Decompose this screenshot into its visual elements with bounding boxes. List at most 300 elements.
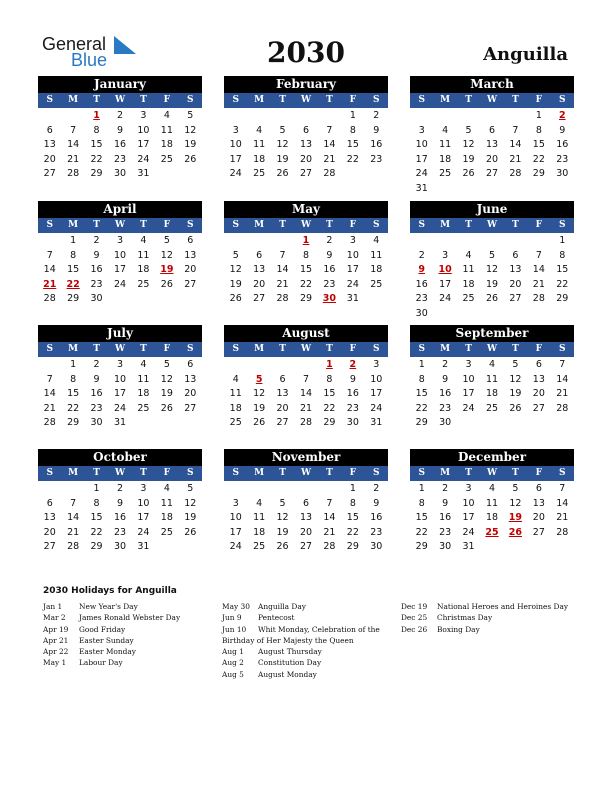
day: 24: [346, 278, 359, 290]
holiday-column: [43, 601, 223, 669]
day: 29: [323, 417, 336, 429]
day: 17: [137, 139, 150, 151]
day: 14: [299, 388, 313, 400]
day: 6: [46, 124, 53, 136]
day: 15: [299, 264, 313, 276]
day: 11: [370, 249, 383, 261]
day: 14: [556, 373, 569, 385]
empty-cell: [294, 358, 317, 373]
weekday-label: F: [535, 468, 543, 478]
day: 14: [556, 497, 569, 509]
day: 3: [232, 124, 239, 136]
day: 7: [70, 124, 77, 136]
day: 2: [373, 483, 380, 494]
day: 26: [509, 402, 522, 414]
weekday-label: M: [440, 95, 451, 105]
holiday-column: [401, 601, 581, 635]
day: 27: [485, 168, 499, 180]
day: 17: [346, 264, 359, 276]
weekday-label: W: [486, 468, 498, 478]
holiday-date: Dec 25: [401, 613, 428, 623]
weekday-label: S: [418, 344, 425, 354]
day: 23: [439, 526, 452, 538]
day: 14: [276, 264, 289, 276]
weekday-label: S: [232, 468, 239, 478]
day: 13: [485, 139, 499, 151]
day: 24: [229, 541, 242, 553]
day: 24: [370, 402, 383, 414]
day: 22: [323, 402, 336, 414]
day: 9: [93, 373, 100, 385]
holiday-day: 19: [508, 512, 523, 524]
day: 21: [67, 153, 80, 165]
month-title: July: [38, 325, 202, 342]
weekday-label: M: [68, 95, 79, 105]
day: 29: [415, 541, 428, 553]
day: 5: [512, 483, 519, 494]
day: 8: [535, 124, 542, 136]
day: 8: [349, 497, 356, 509]
day: 11: [137, 373, 150, 385]
weekday-label: W: [300, 95, 312, 105]
weekday-label: F: [163, 95, 171, 105]
weekday-label: M: [440, 344, 451, 354]
holiday-name: Whit Monday, Celebration of the: [258, 624, 380, 634]
day: 11: [485, 497, 499, 509]
day: 8: [559, 249, 566, 261]
weekday-label: S: [187, 95, 194, 105]
day: 11: [137, 249, 150, 261]
empty-cell: [38, 482, 61, 497]
weekday-label: F: [349, 220, 357, 230]
day: 6: [535, 483, 542, 494]
holiday-entry: [222, 657, 402, 668]
day: 22: [90, 153, 103, 165]
day: 20: [253, 278, 266, 290]
day: 16: [113, 139, 127, 151]
empty-cell: [247, 109, 270, 124]
day: 11: [160, 497, 173, 509]
day: 1: [70, 359, 77, 370]
day: 20: [299, 153, 313, 165]
day: 7: [279, 249, 286, 261]
weekday-label: M: [440, 220, 451, 230]
weekday-header: [410, 342, 574, 357]
empty-cell: [457, 109, 480, 124]
day: 10: [229, 512, 242, 524]
weekday-label: T: [93, 344, 100, 354]
weekday-label: W: [114, 220, 126, 230]
day: 24: [462, 402, 475, 414]
day: 25: [160, 526, 173, 538]
month-august: [224, 325, 388, 431]
day: 16: [346, 388, 359, 400]
weekday-label: T: [93, 468, 100, 478]
weekday-label: T: [326, 468, 333, 478]
holiday-entry: [43, 624, 223, 635]
empty-cell: [271, 358, 294, 373]
empty-cell: [504, 234, 527, 249]
holiday-day: 1: [326, 359, 333, 370]
empty-cell: [61, 109, 84, 124]
day: 13: [299, 139, 313, 151]
day: 9: [559, 124, 566, 136]
day: 28: [509, 168, 522, 180]
day: 29: [346, 541, 359, 553]
day: 31: [346, 293, 359, 305]
day: 19: [229, 278, 242, 290]
day: 2: [93, 235, 100, 246]
day: 13: [253, 264, 266, 276]
day: 15: [346, 139, 359, 151]
day: 20: [532, 388, 545, 400]
weekday-label: F: [535, 95, 543, 105]
empty-cell: [38, 358, 61, 373]
day: 11: [229, 388, 242, 400]
month-december: [410, 449, 574, 555]
day: 2: [442, 359, 449, 370]
day: 29: [90, 168, 103, 180]
logo-text-general: General: [42, 34, 107, 54]
day: 25: [137, 278, 150, 290]
day: 13: [532, 497, 545, 509]
day: 29: [67, 293, 80, 305]
weekday-label: S: [232, 220, 239, 230]
day: 5: [163, 235, 170, 246]
day: 30: [439, 541, 452, 553]
holiday-date: Aug 2: [222, 658, 244, 668]
day: 13: [299, 512, 313, 524]
day: 19: [485, 278, 499, 290]
day: 2: [442, 483, 449, 494]
day: 24: [137, 526, 150, 538]
day: 16: [90, 264, 103, 276]
weekday-label: T: [512, 344, 519, 354]
holiday-entry: [401, 601, 581, 612]
day: 30: [90, 293, 103, 305]
day: 9: [93, 249, 100, 261]
day: 22: [90, 526, 103, 538]
weekday-label: S: [559, 344, 566, 354]
weekday-label: T: [326, 344, 333, 354]
day: 18: [137, 264, 150, 276]
month-title: March: [410, 76, 574, 93]
day: 12: [160, 249, 173, 261]
weekday-label: S: [46, 95, 53, 105]
weekday-label: T: [279, 344, 286, 354]
day: 5: [512, 359, 519, 370]
day: 5: [187, 483, 194, 494]
holiday-date: Dec 26: [401, 624, 428, 634]
day: 17: [113, 388, 127, 400]
weekday-label: F: [163, 220, 171, 230]
holiday-entry: [222, 612, 402, 623]
day: 22: [346, 526, 359, 538]
day: 23: [556, 153, 569, 165]
day: 30: [439, 417, 452, 429]
weekday-label: T: [465, 344, 472, 354]
day: 27: [532, 526, 545, 538]
day: 28: [67, 541, 80, 553]
weekday-header: [410, 218, 574, 233]
month-title: November: [224, 449, 388, 466]
day: 29: [67, 417, 80, 429]
holiday-name: Boxing Day: [437, 624, 480, 634]
day: 25: [253, 541, 266, 553]
day: 29: [532, 168, 545, 180]
day: 10: [462, 497, 475, 509]
day: 30: [556, 168, 569, 180]
day: 28: [556, 402, 569, 414]
empty-cell: [318, 482, 341, 497]
day: 4: [465, 249, 472, 261]
day: 13: [276, 388, 289, 400]
day: 16: [370, 512, 383, 524]
weekday-label: S: [373, 468, 380, 478]
weekday-label: T: [279, 468, 286, 478]
day: 8: [418, 373, 425, 385]
day: 31: [113, 417, 127, 429]
day: 16: [415, 278, 428, 290]
day: 4: [256, 124, 263, 136]
holiday-day: 10: [438, 264, 452, 276]
day: 26: [485, 293, 499, 305]
holiday-entry: [43, 646, 223, 657]
day: 9: [349, 373, 356, 385]
month-november: [224, 449, 388, 555]
holiday-name: August Thursday: [258, 647, 322, 657]
day: 27: [299, 168, 313, 180]
day: 23: [370, 526, 383, 538]
day: 8: [302, 249, 310, 261]
weekday-header: [38, 218, 202, 233]
holiday-entry: [222, 646, 402, 657]
day: 6: [488, 124, 496, 136]
weekday-label: S: [373, 220, 380, 230]
day: 28: [556, 526, 569, 538]
day: 22: [415, 402, 428, 414]
day: 6: [512, 249, 519, 261]
day: 24: [113, 402, 127, 414]
weekday-label: S: [418, 95, 425, 105]
day: 8: [418, 497, 425, 509]
day: 26: [253, 417, 266, 429]
day: 24: [415, 168, 428, 180]
holiday-name: August Monday: [258, 669, 317, 679]
month-april: [38, 201, 202, 307]
day: 6: [187, 359, 194, 370]
month-title: August: [224, 325, 388, 342]
holiday-day: 25: [485, 526, 499, 538]
empty-cell: [224, 358, 247, 373]
day: 3: [349, 235, 356, 246]
day: 23: [439, 402, 452, 414]
day: 14: [532, 264, 545, 276]
empty-cell: [480, 234, 503, 249]
day: 10: [137, 497, 150, 509]
day: 28: [323, 168, 336, 180]
day: 23: [113, 153, 127, 165]
weekday-label: W: [486, 220, 498, 230]
weekday-label: T: [140, 95, 147, 105]
day: 5: [279, 497, 286, 509]
day: 17: [370, 388, 383, 400]
day: 18: [462, 278, 475, 290]
weekday-label: F: [349, 344, 357, 354]
day: 10: [462, 373, 475, 385]
day: 3: [232, 497, 239, 509]
day: 26: [462, 168, 475, 180]
holiday-name: National Heroes and Heroines Day: [437, 602, 569, 611]
weekday-header: [38, 342, 202, 357]
day: 10: [113, 249, 127, 261]
holiday-name-continued: Birthday of Her Majesty the Queen: [222, 635, 354, 645]
weekday-label: S: [418, 220, 425, 230]
holiday-name: Easter Sunday: [79, 635, 134, 645]
day: 9: [373, 124, 380, 136]
holiday-day: 2: [558, 110, 566, 121]
day: 10: [137, 124, 150, 136]
day: 14: [323, 139, 336, 151]
holiday-entry: [43, 612, 223, 623]
day: 26: [276, 168, 289, 180]
weekday-header: [410, 466, 574, 481]
day: 16: [113, 512, 127, 524]
day-grid: [410, 234, 574, 322]
day: 8: [70, 373, 77, 385]
day: 1: [349, 483, 356, 494]
weekday-label: T: [140, 344, 147, 354]
empty-cell: [38, 109, 61, 124]
day: 15: [532, 139, 545, 151]
empty-cell: [433, 234, 456, 249]
day: 18: [160, 512, 173, 524]
day: 31: [137, 168, 150, 180]
day: 2: [116, 110, 124, 121]
day: 10: [229, 139, 242, 151]
day: 23: [323, 278, 336, 290]
day: 21: [556, 388, 569, 400]
holiday-name: Good Friday: [79, 624, 126, 634]
day: 24: [439, 293, 452, 305]
weekday-label: S: [187, 220, 194, 230]
day: 21: [323, 526, 336, 538]
day: 20: [184, 264, 197, 276]
day: 20: [299, 526, 313, 538]
day: 1: [70, 235, 77, 246]
day: 3: [465, 359, 472, 370]
holiday-entry: [222, 601, 402, 612]
day: 15: [67, 388, 80, 400]
day: 29: [299, 293, 313, 305]
day: 29: [90, 541, 103, 553]
day: 13: [509, 264, 522, 276]
day: 14: [67, 139, 80, 151]
day: 13: [184, 373, 197, 385]
empty-cell: [504, 109, 527, 124]
day: 5: [465, 124, 472, 136]
day: 28: [43, 417, 56, 429]
day-grid: [224, 234, 388, 307]
day: 20: [509, 278, 522, 290]
empty-cell: [294, 109, 317, 124]
day: 1: [93, 483, 100, 494]
day: 31: [415, 182, 428, 194]
weekday-label: S: [232, 344, 239, 354]
holiday-name: Constitution Day: [258, 658, 322, 668]
holiday-name: Labour Day: [79, 658, 123, 668]
day: 17: [462, 512, 475, 524]
day: 3: [442, 249, 449, 261]
weekday-header: [38, 93, 202, 108]
day: 18: [370, 264, 383, 276]
day: 12: [509, 373, 522, 385]
day: 18: [485, 388, 499, 400]
holiday-date: Aug 1: [222, 647, 244, 657]
day: 8: [349, 124, 356, 136]
weekday-label: M: [254, 344, 265, 354]
holiday-date: Apr 22: [43, 647, 69, 657]
day: 30: [90, 417, 103, 429]
day: 20: [184, 388, 197, 400]
calendar-year: 2030: [267, 36, 345, 69]
day: 4: [373, 235, 380, 246]
day: 26: [276, 541, 289, 553]
weekday-label: S: [187, 344, 194, 354]
day: 26: [184, 526, 197, 538]
month-june: [410, 201, 574, 322]
day: 6: [302, 124, 310, 136]
day: 20: [43, 526, 56, 538]
day: 6: [256, 249, 263, 261]
day: 6: [46, 497, 53, 509]
day-grid: [224, 358, 388, 431]
day: 5: [279, 124, 286, 136]
weekday-label: S: [187, 468, 194, 478]
holiday-day: 2: [349, 359, 357, 370]
empty-cell: [224, 109, 247, 124]
day: 30: [113, 541, 127, 553]
weekday-label: F: [163, 344, 171, 354]
empty-cell: [271, 482, 294, 497]
day: 31: [137, 541, 150, 553]
holiday-date: Jun 9: [222, 613, 242, 623]
day: 18: [137, 388, 150, 400]
day: 27: [532, 402, 545, 414]
month-title: February: [224, 76, 388, 93]
day: 3: [116, 235, 124, 246]
day: 4: [140, 235, 147, 246]
month-march: [410, 76, 574, 197]
weekday-label: W: [300, 220, 312, 230]
holiday-name: Christmas Day: [437, 613, 493, 623]
day: 26: [184, 153, 197, 165]
month-title: June: [410, 201, 574, 218]
day: 12: [184, 497, 197, 509]
day: 7: [326, 497, 333, 509]
day: 12: [276, 139, 289, 151]
day: 27: [184, 278, 197, 290]
day: 26: [160, 402, 173, 414]
day: 20: [532, 512, 545, 524]
day: 12: [276, 512, 289, 524]
day: 8: [93, 497, 100, 509]
day: 19: [253, 402, 266, 414]
holiday-entry: [401, 624, 581, 635]
weekday-label: M: [68, 344, 79, 354]
day: 6: [535, 359, 542, 370]
empty-cell: [247, 358, 270, 373]
